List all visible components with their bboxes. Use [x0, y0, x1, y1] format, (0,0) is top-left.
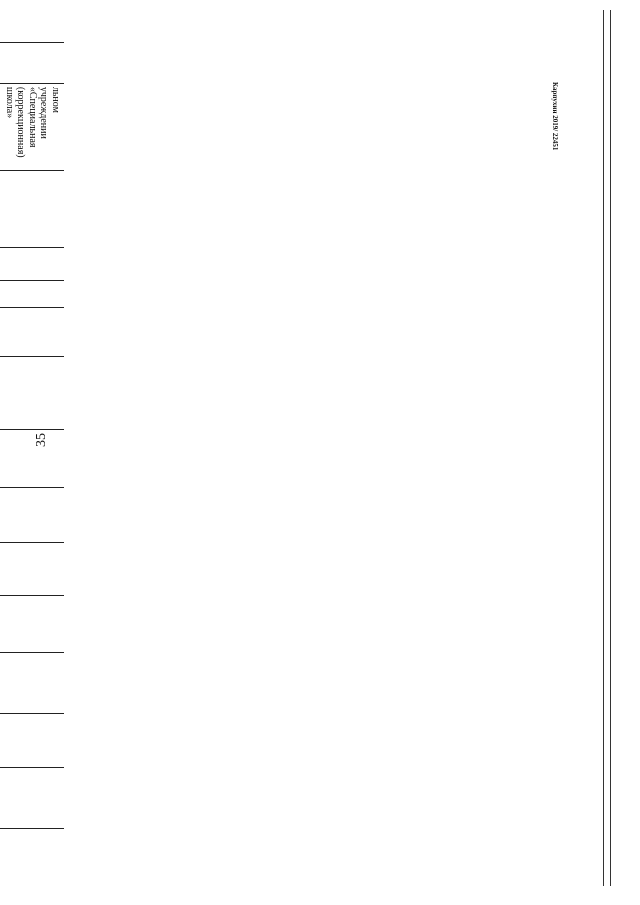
cell-csr — [0, 307, 64, 356]
budget-table-rotated — [0, 42, 64, 829]
cell-year-2024 — [0, 714, 64, 767]
cell-rzpr — [0, 281, 64, 308]
document-code: Карпухин 2019/ 22451 — [551, 82, 559, 151]
cell-num — [0, 43, 64, 84]
cell-total — [0, 356, 64, 430]
cell-name: льном учреждении «Специальная (коррекционная) школа» — [0, 83, 64, 170]
cell-year-2019 — [0, 430, 64, 487]
cell-executor — [0, 170, 64, 248]
cell-year-2022 — [0, 595, 64, 652]
cell-year-2025 — [0, 767, 64, 828]
table-row-continuation — [0, 43, 64, 829]
cell-year-2023 — [0, 653, 64, 714]
cell-grbs — [0, 248, 64, 281]
cell-year-2021 — [0, 542, 64, 595]
budget-table — [0, 42, 64, 829]
cell-year-2020 — [0, 487, 64, 542]
edge-line-inner — [610, 10, 611, 886]
page-number: 35 — [34, 433, 49, 447]
edge-line-outer — [603, 10, 604, 886]
